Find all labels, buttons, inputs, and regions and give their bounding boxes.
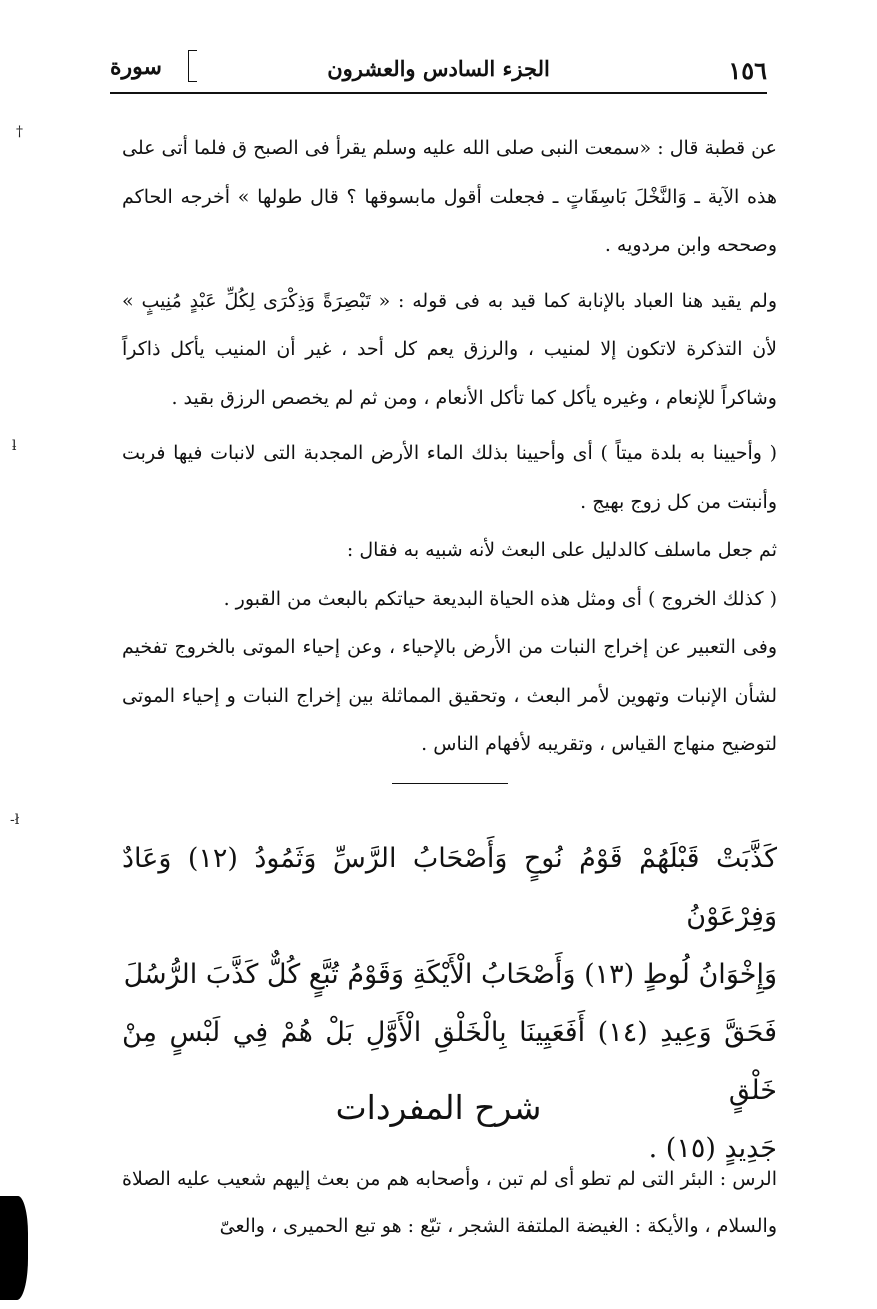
margin-mark: ƚ [12,438,17,454]
paragraph-hadith: عن قطبة قال : «سمعت النبى صلى الله عليه وسلم يقرأ فى الصبح ق فلما أتى على هذه الآية ـ وَالنَّخْلَ بَاسِقَاتٍ ـ فجعلت أقول مابسوقها ؟ قال طولها » أخرجه الحاكم وصححه وابن مردويه . [122,137,777,256]
glossary-paragraph: الرس : البئر التى لم تطو أى لم تبن ، وأصحابه هم من بعث إليهم شعيب عليه الصلاة والسلام ، والأيكة : الغيضة الملتفة الشجر ، تبّع : هو تبع الحميرى ، والعىّ [122,1168,777,1237]
verse-line: كَذَّبَتْ قَبْلَهُمْ قَوْمُ نُوحٍ وَأَصْحَابُ الرَّسِّ وَثَمُودُ (١٢) وَعَادٌ وَفِرْعَوْنُ [122,843,778,932]
commentary-body [122,124,777,792]
paragraph-dalil: ثم جعل ماسلف كالدليل على البعث لأنه شبيه به فقال : [346,539,777,561]
surah-label: سورة [110,54,162,80]
verse-line: وَإِخْوَانُ لُوطٍ (١٣) وَأَصْحَابُ الْأَيْكَةِ وَقَوْمُ تُبَّعٍ كُلٌّ كَذَّبَ الرُّسُلَ [123,959,777,990]
header-rule [110,92,767,94]
glossary [122,1156,777,1250]
section-heading: شرح المفردات [335,1088,542,1127]
paragraph-khuruj: ( كذلك الخروج ) أى ومثل هذه الحياة البديعة حياتكم بالبعث من القبور . [223,587,777,610]
running-title: الجزء السادس والعشرون [327,56,550,81]
page-number: ١٥٦ [728,56,767,85]
margin-mark: † [16,124,23,140]
verse-line: فَحَقَّ وَعِيدِ (١٤) أَفَعَيِينَا بِالْخَلْقِ الْأَوَّلِ بَلْ هُمْ فِي لَبْسٍ مِنْ خَلْقٍ [122,1017,777,1106]
page-header [110,48,767,94]
paragraph-tabir: وفى التعبير عن إخراج النبات من الأرض بالإحياء ، وعن إحياء الموتى بالخروج تفخيم لشأن الإنبات وتهوين لأمر البعث ، وتحقيق المماثلة بين إخراج النبات و إحياء الموتى لتوضيح منهاج القياس ، وتقريبه لأفهام الناس . [122,636,777,755]
margin-mark: ‑ł [10,812,20,828]
paragraph-inabah: ولم يقيد هنا العباد بالإنابة كما قيد به فى قوله : « تَبْصِرَةً وَذِكْرَى لِكُلِّ عَبْدٍ مُنِيبٍ » لأن التذكرة لاتكون إلا لمنيب ، والرزق يعم كل أحد ، غير أن المنيب يأكل ذاكراً وشاكراً للإنعام ، وغيره يأكل كما تأكل الأنعام ، ومن ثم لم يخصص الرزق بقيد . [122,289,777,409]
separator-rule [392,783,508,784]
verse-line: جَدِيدٍ (١٥) . [648,1133,777,1164]
surah-bracket [188,50,197,82]
paragraph-ihya: ( وأحيينا به بلدة ميتاً ) أى وأحيينا بذلك الماء الأرض المجدبة التى لانبات فيها فربت وأنبتت من كل زوج بهيج . [122,442,777,513]
scan-shadow [0,1196,28,1300]
